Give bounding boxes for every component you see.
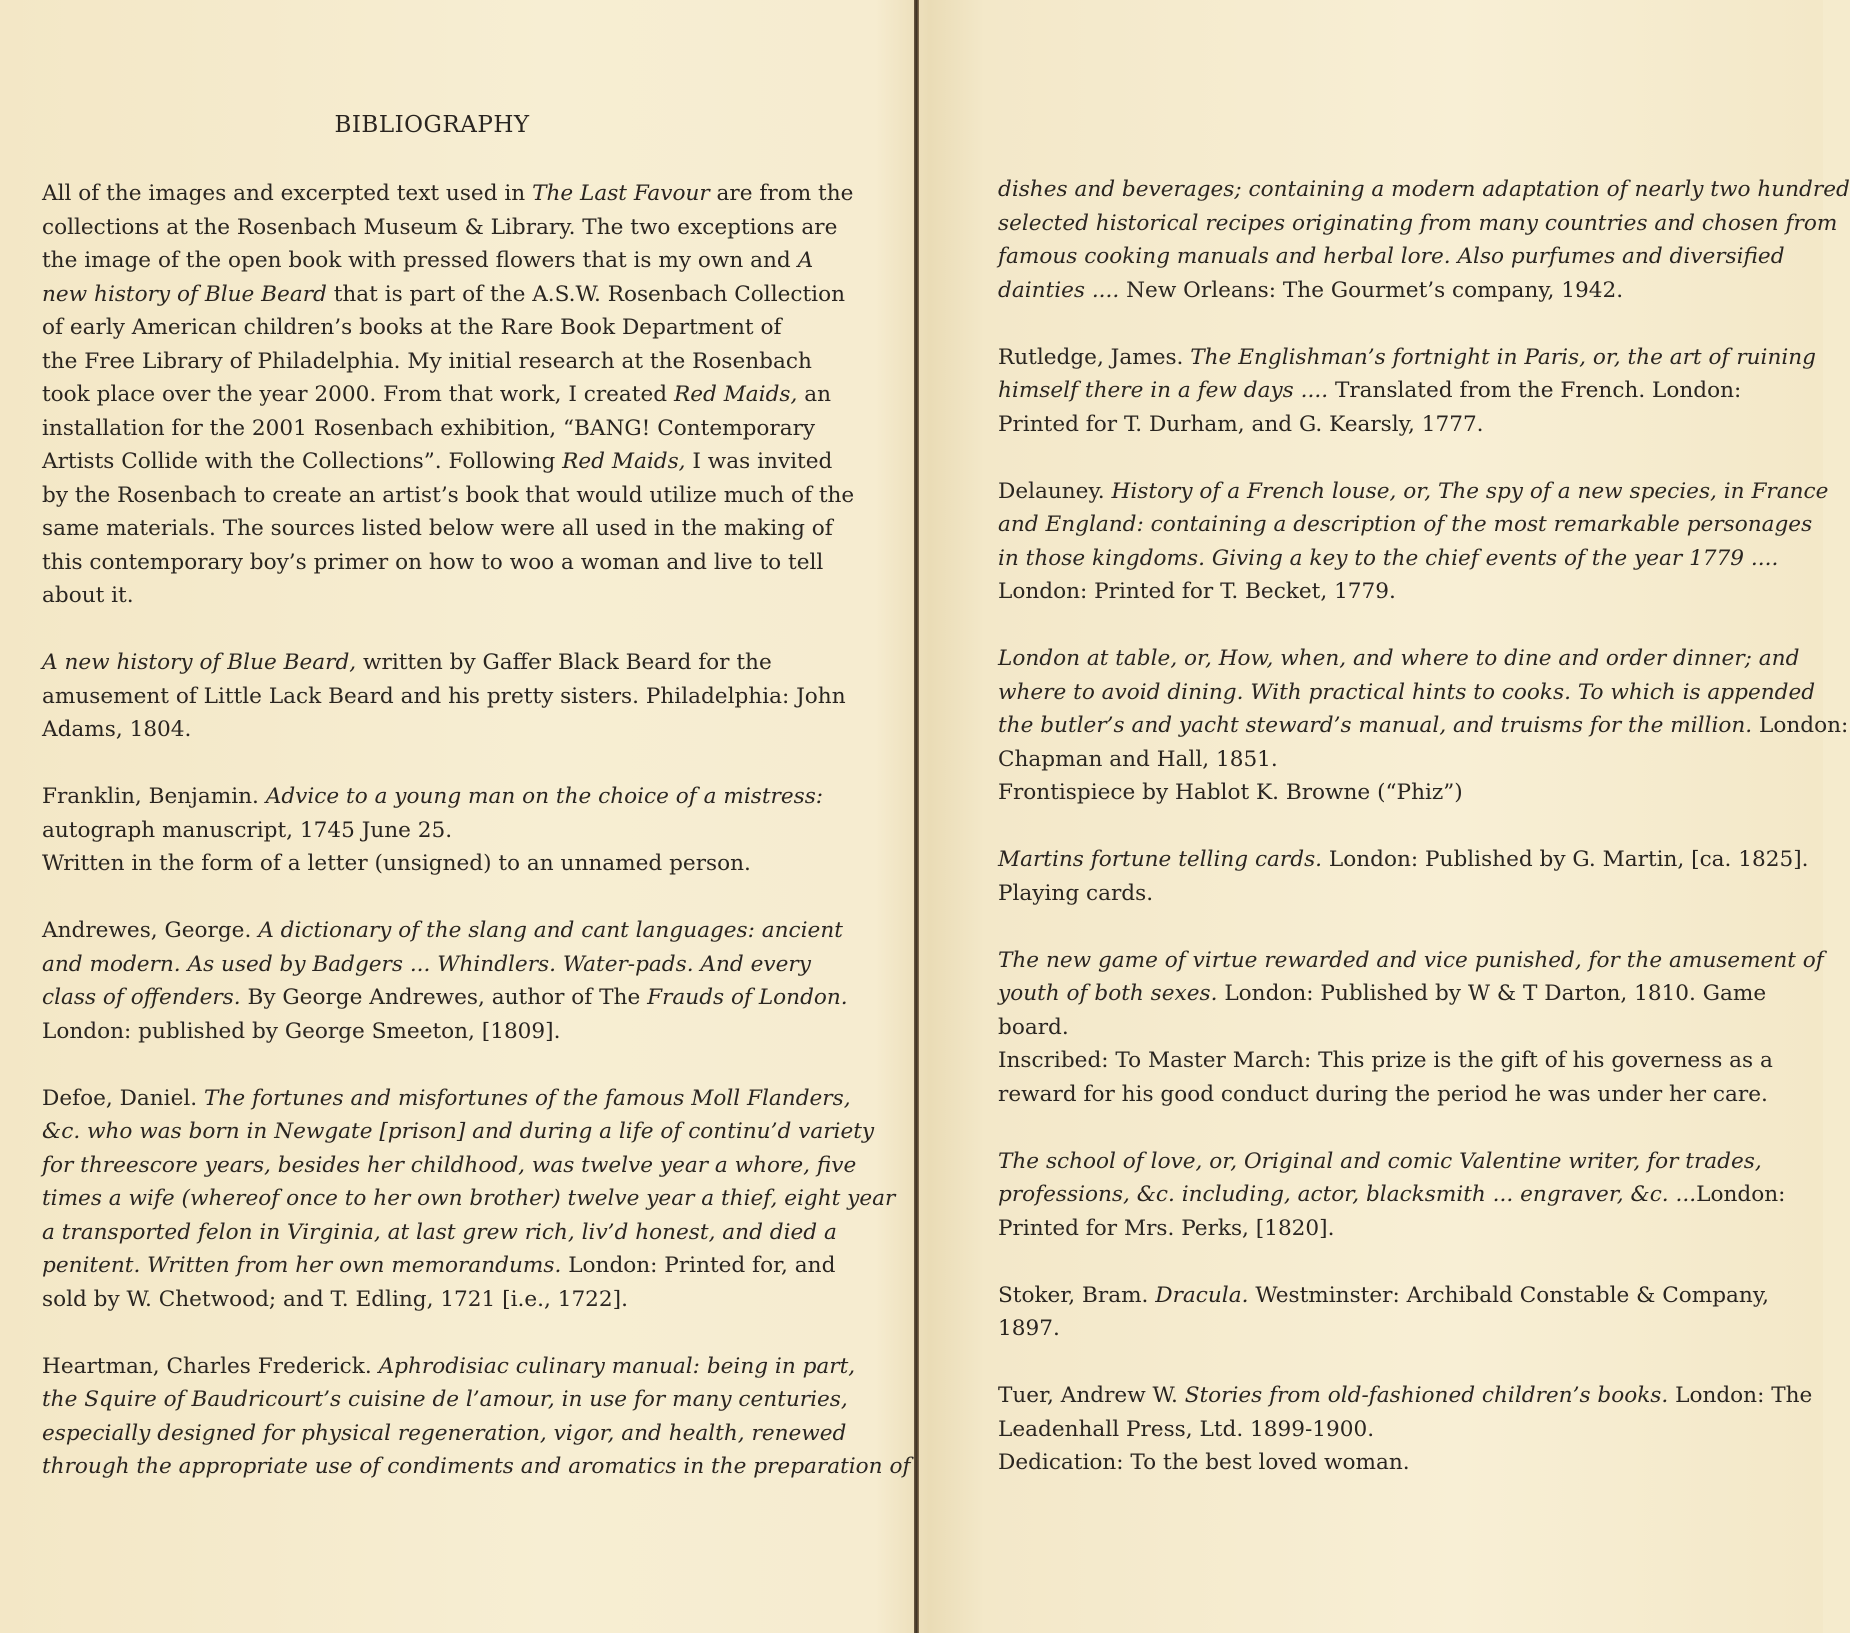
text-line: of early American children’s books at the Rare Book Department of — [42, 315, 782, 340]
text-line: and modern. As used by Badgers ... Whindlers. Water-pads. And every — [42, 951, 811, 977]
text-line: Frontispiece by Hablot K. Browne (“Phiz”) — [998, 780, 1463, 805]
bibliography-text-left — [42, 177, 911, 1517]
text-line: Adams, 1804. — [42, 717, 192, 742]
text-line: sold by W. Chetwood; and T. Edling, 1721 [i.e., 1722]. — [42, 1286, 628, 1312]
bibliography-entry — [998, 341, 1817, 442]
text-line: the Squire of Baudricourt’s cuisine de l’amour, in use for many centuries, — [42, 1387, 848, 1412]
bibliography-entry — [998, 843, 1809, 910]
text-line: 1897. — [998, 1316, 1060, 1341]
text-line: Tuer, Andrew W. Stories from old-fashioned children’s books. London: The — [998, 1383, 1813, 1408]
bibliography-entry — [998, 475, 1829, 609]
intro-paragraph — [42, 177, 855, 613]
text-line: the butler’s and yacht steward’s manual, and truisms for the million. London: — [998, 713, 1849, 738]
text-line: Artists Collide with the Collections”. Following Red Maids, I was invited — [42, 449, 833, 474]
bibliography-text-right — [998, 173, 1850, 1513]
text-line: The school of love, or, Original and comic Valentine writer, for trades, — [998, 1148, 1762, 1174]
text-line: professions, &c. including, actor, blacksmith ... engraver, &c. ...London: — [998, 1182, 1786, 1207]
right-page — [920, 0, 1850, 1633]
bibliography-entry — [42, 780, 842, 881]
text-line: collections at the Rosenbach Museum & Library. The two exceptions are — [42, 214, 838, 240]
text-line: A new history of Blue Beard, written by Gaffer Black Beard for the — [42, 650, 772, 675]
bibliography-entry — [998, 1379, 1813, 1480]
text-line: The new game of virtue rewarded and vice punished, for the amusement of — [998, 947, 1824, 973]
text-line: and England: containing a description of the most remarkable personages — [998, 512, 1813, 537]
text-line: Heartman, Charles Frederick. Aphrodisiac culinary manual: being in part, — [42, 1353, 856, 1379]
text-line: installation for the 2001 Rosenbach exhibition, “BANG! Contemporary — [42, 415, 816, 441]
text-line: board. — [998, 1014, 1069, 1040]
text-line: famous cooking manuals and herbal lore. Also purfumes and diversified — [998, 244, 1785, 269]
bibliography-entry — [998, 642, 1849, 810]
text-line: Written in the form of a letter (unsigned) to an unnamed person. — [42, 851, 751, 876]
text-line: in those kingdoms. Giving a key to the chief events of the year 1779 .... — [998, 545, 1779, 571]
text-line: Chapman and Hall, 1851. — [998, 746, 1278, 772]
text-line: London at table, or, How, when, and where to dine and order dinner; and — [998, 646, 1800, 671]
text-line: Rutledge, James. The Englishman’s fortnight in Paris, or, the art of ruining — [998, 344, 1817, 370]
left-page — [0, 0, 912, 1633]
text-line: where to avoid dining. With practical hints to cooks. To which is appended — [998, 679, 1816, 705]
text-line: Defoe, Daniel. The fortunes and misfortunes of the famous Moll Flanders, — [42, 1085, 851, 1111]
text-line: class of offenders. By George Andrewes, author of The Frauds of London. — [42, 985, 848, 1010]
text-line: took place over the year 2000. From that work, I created Red Maids, an — [42, 382, 832, 407]
text-line: &c. who was born in Newgate [prison] and during a life of continu’d variety — [42, 1119, 875, 1144]
bibliography-entry — [998, 1145, 1788, 1246]
book-gutter — [914, 0, 919, 1633]
text-line: this contemporary boy’s primer on how to woo a woman and live to tell — [42, 549, 824, 575]
page-title: BIBLIOGRAPHY — [334, 112, 530, 138]
text-line: times a wife (whereof once to her own brother) twelve year a thief, eight year — [42, 1186, 896, 1211]
text-line: by the Rosenbach to create an artist’s book that would utilize much of the — [42, 482, 855, 508]
text-line: reward for his good conduct during the period he was under her care. — [998, 1081, 1768, 1107]
text-line: Inscribed: To Master March: This prize is the gift of his governess as a — [998, 1048, 1773, 1073]
text-line: Andrewes, George. A dictionary of the slang and cant languages: ancient — [42, 918, 843, 943]
text-line: Printed for Mrs. Perks, [1820]. — [998, 1215, 1335, 1241]
text-line: amusement of Little Lack Beard and his pretty sisters. Philadelphia: John — [42, 683, 846, 709]
bibliography-entry — [42, 1082, 896, 1317]
text-line: Playing cards. — [998, 880, 1154, 906]
bibliography-entry — [42, 914, 848, 1048]
text-line: dainties .... New Orleans: The Gourmet’s company, 1942. — [998, 277, 1624, 303]
bibliography-entry — [42, 1350, 911, 1484]
text-line: same materials. The sources listed below were all used in the making of — [42, 516, 833, 541]
text-line: youth of both sexes. London: Published by W & T Darton, 1810. Game — [998, 981, 1767, 1006]
bibliography-entry — [42, 646, 846, 747]
text-line: selected historical recipes originating from many countries and chosen from — [998, 210, 1838, 236]
text-line: about it. — [42, 583, 134, 608]
text-line: Dedication: To the best loved woman. — [998, 1450, 1410, 1475]
text-line: Delauney. History of a French louse, or, The spy of a new species, in France — [998, 478, 1829, 504]
text-line: Franklin, Benjamin. Advice to a young man on the choice of a mistress: — [42, 784, 824, 809]
text-line: new history of Blue Beard that is part of the A.S.W. Rosenbach Collection — [42, 281, 845, 307]
bibliography-entry — [998, 1279, 1788, 1346]
text-line: dishes and beverages; containing a modern adaptation of nearly two hundred — [998, 177, 1850, 202]
text-line: especially designed for physical regeneration, vigor, and health, renewed — [42, 1420, 847, 1446]
text-line: through the appropriate use of condiments and aromatics in the preparation of — [42, 1454, 911, 1479]
text-line: London: published by George Smeeton, [1809]. — [42, 1018, 561, 1044]
text-line: for threescore years, besides her childhood, was twelve year a whore, five — [42, 1152, 857, 1178]
text-line: the Free Library of Philadelphia. My initial research at the Rosenbach — [42, 348, 812, 374]
bibliography-entry — [998, 944, 1824, 1112]
text-line: Leadenhall Press, Ltd. 1899-1900. — [998, 1416, 1375, 1442]
text-line: himself there in a few days .... Translated from the French. London: — [998, 378, 1742, 403]
text-line: Martins fortune telling cards. London: Published by G. Martin, [ca. 1825]. — [998, 847, 1809, 872]
bibliography-entry — [998, 173, 1850, 307]
text-line: London: Printed for T. Becket, 1779. — [998, 579, 1396, 604]
text-line: Printed for T. Durham, and G. Kearsly, 1777. — [998, 411, 1484, 437]
text-line: a transported felon in Virginia, at last grew rich, liv’d honest, and died a — [42, 1219, 837, 1245]
text-line: penitent. Written from her own memorandums. London: Printed for, and — [42, 1253, 836, 1278]
text-line: the image of the open book with pressed flowers that is my own and A — [42, 248, 814, 273]
text-line: Stoker, Bram. Dracula. Westminster: Archibald Constable & Company, — [998, 1282, 1770, 1308]
text-line: All of the images and excerpted text used in The Last Favour are from the — [42, 181, 854, 206]
text-line: autograph manuscript, 1745 June 25. — [42, 817, 453, 843]
